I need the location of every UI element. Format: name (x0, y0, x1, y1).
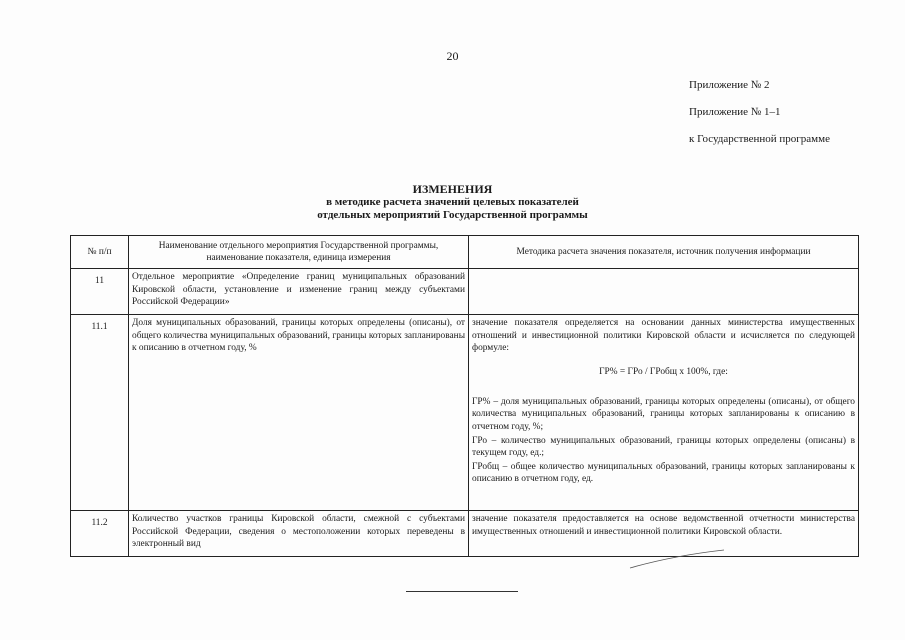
method-formula: ГР% = ГРо / ГРобщ х 100%, где: (599, 367, 728, 378)
row-number: 11.2 (71, 511, 129, 557)
page-number: 20 (446, 49, 459, 63)
formula-definition: ГР% – доля муниципальных образований, границы которых определены (описаны), от общего количества муниципальных образований, границы которых запланированы к описанию в отчетном году, %; (472, 397, 855, 432)
header-name: Наименование отдельного мероприятия Государственной программы, наименование показателя, единица измерения (129, 236, 469, 269)
row-method: значение показателя предоставляется на основе ведомственной отчетности министерства имущественных отношений и инвестиционной политики Кировской области. (469, 511, 859, 557)
table-header-row (71, 236, 859, 269)
table-row (71, 315, 859, 511)
changes-table (70, 235, 859, 557)
formula-definition: ГРо – количество муниципальных образований, границы которых определены (описаны) в текущем году, ед.; (472, 435, 855, 459)
row-name: Количество участков границы Кировской области, смежной с субъектами Российской Федерации, сведения о местоположении которых переведены в электронный вид (129, 511, 469, 557)
row-number: 11 (71, 269, 129, 315)
document-title (0, 183, 905, 222)
table-row (71, 511, 859, 557)
table-row (71, 269, 859, 315)
formula-definition: ГРобщ – общее количество муниципальных образований, границы которых запланированы к описанию в отчетном году, ед. (472, 462, 855, 485)
method-intro: значение показателя определяется на основании данных министерства имущественных отношений и инвестиционной политики Кировской области и исчисляется по следующей формуле: (472, 318, 855, 353)
row-name: Доля муниципальных образований, границы которых определены (описаны), от общего количества муниципальных образований, границы которых запланированы к описанию в отчетном году, % (129, 315, 469, 511)
title-line-2: в методике расчета значений целевых показателей (326, 196, 579, 208)
footer-rule (406, 591, 518, 592)
row-method (469, 315, 859, 511)
header-number: № п/п (71, 236, 129, 269)
row-method (469, 269, 859, 315)
header-method: Методика расчета значения показателя, источник получения информации (469, 236, 859, 269)
row-number: 11.1 (71, 315, 129, 511)
appendix-line-3: к Государственной программе (689, 133, 830, 145)
appendix-line-1: Приложение № 2 (689, 79, 770, 91)
scan-pen-stroke (628, 548, 728, 572)
appendix-line-2: Приложение № 1–1 (689, 106, 781, 118)
title-line-3: отдельных мероприятий Государственной программы (317, 209, 588, 221)
title-main: ИЗМЕНЕНИЯ (412, 182, 493, 196)
row-name: Отдельное мероприятие «Определение границ муниципальных образований Кировской области, установление и изменение границ между субъектами Российской Федерации» (129, 269, 469, 315)
